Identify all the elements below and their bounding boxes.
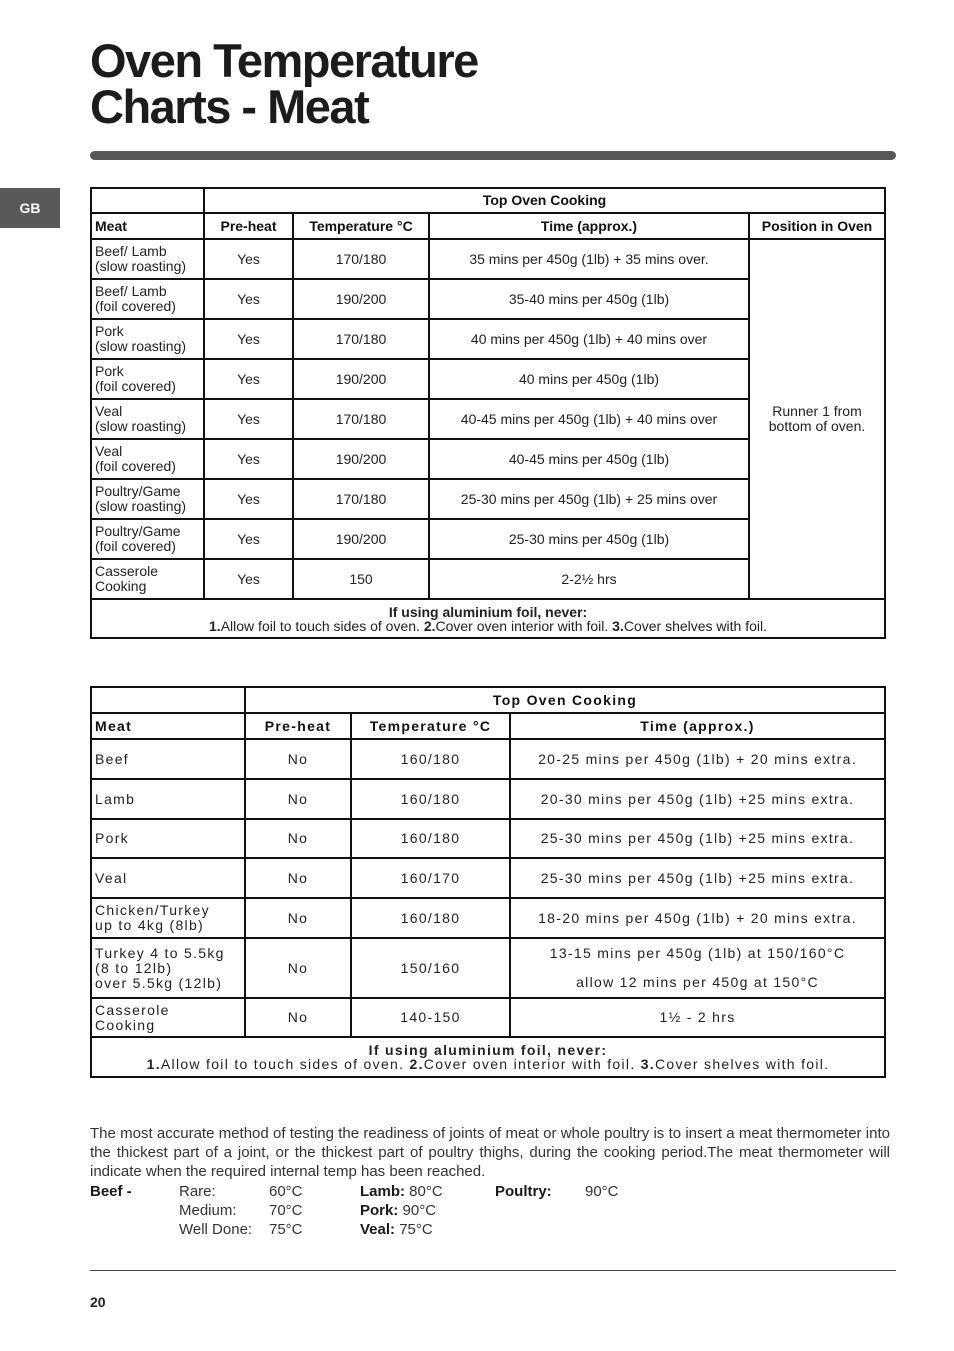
table-row <box>91 998 885 1037</box>
column-header-preheat: Pre-heat <box>245 713 351 739</box>
footer-divider <box>90 1270 896 1271</box>
conventional-cooking-table <box>90 187 886 639</box>
veal-temp: Veal: 75°C <box>360 1221 433 1238</box>
column-header-time: Time (approx.) <box>429 213 749 239</box>
column-header-time: Time (approx.) <box>510 713 885 739</box>
meat-cell <box>91 279 204 319</box>
language-tab: GB <box>0 188 60 228</box>
temperature-cell: 140-150 <box>351 998 510 1037</box>
group-header: Top Oven Cooking <box>204 188 885 213</box>
well-done-label: Well Done: <box>179 1221 253 1238</box>
foil-step: Allow foil to touch sides of oven. <box>160 1056 410 1072</box>
poultry-value: 90°C <box>585 1183 619 1200</box>
time-cell: 1½ - 2 hrs <box>510 998 885 1037</box>
meat-method: (slow roasting) <box>95 258 187 274</box>
time-cell: 25-30 mins per 450g (1lb) + 25 mins over <box>429 479 749 519</box>
foil-warning-title: If using aluminium foil, never: <box>368 1042 608 1058</box>
lamb-temp: Lamb: 80°C <box>360 1183 443 1200</box>
preheat-cell: Yes <box>204 559 293 599</box>
foil-step-number: 2. <box>423 617 436 634</box>
time-cell: 35 mins per 450g (1lb) + 35 mins over. <box>429 239 749 279</box>
meat-name: Veal <box>95 403 123 419</box>
position-cell <box>749 239 885 599</box>
meat-name: Pork <box>95 323 124 339</box>
well-done-value: 75°C <box>269 1221 303 1238</box>
meat-method: (foil covered) <box>95 458 176 474</box>
table-row <box>91 858 885 898</box>
column-header-temperature: Temperature °C <box>351 713 510 739</box>
foil-step: Cover shelves with foil. <box>655 1056 830 1072</box>
meat-cell <box>91 239 204 279</box>
foil-warning <box>91 599 885 638</box>
page-title-line-2: Charts - Meat <box>90 80 369 133</box>
temperature-cell: 160/180 <box>351 819 510 858</box>
meat-cell <box>91 938 245 998</box>
time-cell: 35-40 mins per 450g (1lb) <box>429 279 749 319</box>
beef-label: Beef - <box>90 1183 132 1200</box>
meat-cell <box>91 399 204 439</box>
temperature-cell: 160/180 <box>351 739 510 779</box>
meat-method: (slow roasting) <box>95 498 187 514</box>
meat-cell: Pork <box>91 819 245 858</box>
meat-method: Cooking <box>95 1016 156 1033</box>
preheat-cell: Yes <box>204 519 293 559</box>
foil-step-number: 2. <box>409 1056 424 1072</box>
meat-name: Beef/ Lamb <box>95 243 167 259</box>
rare-label: Rare: <box>179 1183 216 1200</box>
foil-step: Cover shelves with foil. <box>623 617 767 634</box>
meat-name: Pork <box>95 363 124 379</box>
column-header-preheat: Pre-heat <box>204 213 293 239</box>
blank-header-cell <box>91 687 245 713</box>
foil-warning-title: If using aluminium foil, never: <box>388 603 588 620</box>
temperature-cell: 170/180 <box>293 399 429 439</box>
meat-method: (slow roasting) <box>95 338 187 354</box>
column-header-position: Position in Oven <box>749 213 885 239</box>
time-cell: 20-25 mins per 450g (1lb) + 20 mins extra. <box>510 739 885 779</box>
meat-method: (foil covered) <box>95 298 176 314</box>
foil-step-number: 3. <box>640 1056 655 1072</box>
blank-header-cell <box>91 188 204 213</box>
preheat-cell: Yes <box>204 479 293 519</box>
meat-cell <box>91 559 204 599</box>
time-line: 13-15 mins per 450g (1lb) at 150/160°C <box>549 945 846 961</box>
temperature-cell: 150 <box>293 559 429 599</box>
foil-step-number: 3. <box>612 617 624 634</box>
table-row <box>91 819 885 858</box>
preheat-cell: Yes <box>204 359 293 399</box>
rare-value: 60°C <box>269 1183 303 1200</box>
fan-cooking-table <box>90 686 886 1078</box>
temperature-cell: 190/200 <box>293 439 429 479</box>
meat-cell <box>91 319 204 359</box>
preheat-cell: No <box>245 819 351 858</box>
page-title <box>90 34 478 133</box>
temperature-cell: 150/160 <box>351 938 510 998</box>
meat-cell <box>91 998 245 1037</box>
preheat-cell: No <box>245 779 351 819</box>
time-cell: 2-2½ hrs <box>429 559 749 599</box>
meat-cell <box>91 439 204 479</box>
page-title-line-1: Oven Temperature <box>90 34 478 87</box>
temperature-cell: 160/180 <box>351 898 510 938</box>
meat-weight: over 5.5kg (12lb) <box>95 974 223 991</box>
foil-step: Cover oven interior with foil. <box>423 1056 641 1072</box>
foil-step: Allow foil to touch sides of oven. <box>220 617 424 634</box>
time-cell: 40-45 mins per 450g (1lb) + 40 mins over <box>429 399 749 439</box>
meat-method: (foil covered) <box>95 378 176 394</box>
page-number: 20 <box>90 1294 106 1310</box>
time-cell: 40-45 mins per 450g (1lb) <box>429 439 749 479</box>
meat-weight: (8 to 12lb) <box>95 959 173 976</box>
foil-step-number: 1. <box>146 1056 161 1072</box>
position-line: bottom of oven. <box>768 418 866 434</box>
poultry-label: Poultry: <box>495 1183 552 1200</box>
time-cell: 25-30 mins per 450g (1lb) <box>429 519 749 559</box>
temperature-cell: 160/180 <box>351 779 510 819</box>
table-row <box>91 739 885 779</box>
meat-cell: Lamb <box>91 779 245 819</box>
meat-weight: up to 4kg (8lb) <box>95 917 204 933</box>
meat-cell <box>91 479 204 519</box>
meat-cell: Beef <box>91 739 245 779</box>
meat-name: Poultry/Game <box>95 523 181 539</box>
preheat-cell: Yes <box>204 319 293 359</box>
foil-step-number: 1. <box>209 617 221 634</box>
meat-cell <box>91 359 204 399</box>
table-row <box>91 898 885 938</box>
temperature-cell: 170/180 <box>293 479 429 519</box>
medium-value: 70°C <box>269 1202 303 1219</box>
meat-name: Chicken/Turkey <box>95 902 210 918</box>
meat-name: Turkey 4 to 5.5kg <box>95 944 225 961</box>
temperature-cell: 190/200 <box>293 519 429 559</box>
thermometer-paragraph: The most accurate method of testing the readiness of joints of meat or whole poultry is to insert a meat thermometer into the thickest part of a joint, or the thickest part of poultry thighs, during the cooking period.The meat thermometer will indicate when the required internal temp has been reached. <box>90 1125 890 1180</box>
title-divider <box>90 151 896 160</box>
time-cell: 40 mins per 450g (1lb) <box>429 359 749 399</box>
column-header-temperature: Temperature °C <box>293 213 429 239</box>
meat-name: Poultry/Game <box>95 483 181 499</box>
column-header-meat: Meat <box>91 713 245 739</box>
time-cell: 25-30 mins per 450g (1lb) +25 mins extra. <box>510 819 885 858</box>
table-row <box>91 938 885 998</box>
column-header-meat: Meat <box>91 213 204 239</box>
meat-cell <box>91 519 204 559</box>
pork-temp: Pork: 90°C <box>360 1202 437 1219</box>
preheat-cell: No <box>245 898 351 938</box>
meat-name: Veal <box>95 443 123 459</box>
time-cell: 25-30 mins per 450g (1lb) +25 mins extra. <box>510 858 885 898</box>
meat-method: (foil covered) <box>95 538 176 554</box>
preheat-cell: Yes <box>204 279 293 319</box>
preheat-cell: Yes <box>204 239 293 279</box>
temperature-cell: 170/180 <box>293 239 429 279</box>
preheat-cell: No <box>245 938 351 998</box>
time-line: allow 12 mins per 450g at 150°C <box>576 974 819 990</box>
preheat-cell: No <box>245 739 351 779</box>
foil-warning <box>91 1037 885 1077</box>
meat-method: (slow roasting) <box>95 418 187 434</box>
temperature-cell: 160/170 <box>351 858 510 898</box>
group-header: Top Oven Cooking <box>245 687 885 713</box>
table-row <box>91 779 885 819</box>
meat-cell: Veal <box>91 858 245 898</box>
medium-label: Medium: <box>179 1202 237 1219</box>
meat-name: Casserole <box>95 563 159 579</box>
time-cell <box>510 938 885 998</box>
foil-step: Cover oven interior with foil. <box>435 617 613 634</box>
temperature-cell: 170/180 <box>293 319 429 359</box>
temperature-cell: 190/200 <box>293 279 429 319</box>
meat-method: Cooking <box>95 578 147 594</box>
time-cell: 18-20 mins per 450g (1lb) + 20 mins extra. <box>510 898 885 938</box>
temperature-cell: 190/200 <box>293 359 429 399</box>
position-line: Runner 1 from <box>772 403 862 419</box>
preheat-cell: No <box>245 998 351 1037</box>
preheat-cell: No <box>245 858 351 898</box>
meat-name: Casserole <box>95 1001 170 1018</box>
preheat-cell: Yes <box>204 399 293 439</box>
preheat-cell: Yes <box>204 439 293 479</box>
time-cell: 40 mins per 450g (1lb) + 40 mins over <box>429 319 749 359</box>
table-row <box>91 239 885 279</box>
time-cell: 20-30 mins per 450g (1lb) +25 mins extra. <box>510 779 885 819</box>
meat-name: Beef/ Lamb <box>95 283 167 299</box>
meat-cell <box>91 898 245 938</box>
